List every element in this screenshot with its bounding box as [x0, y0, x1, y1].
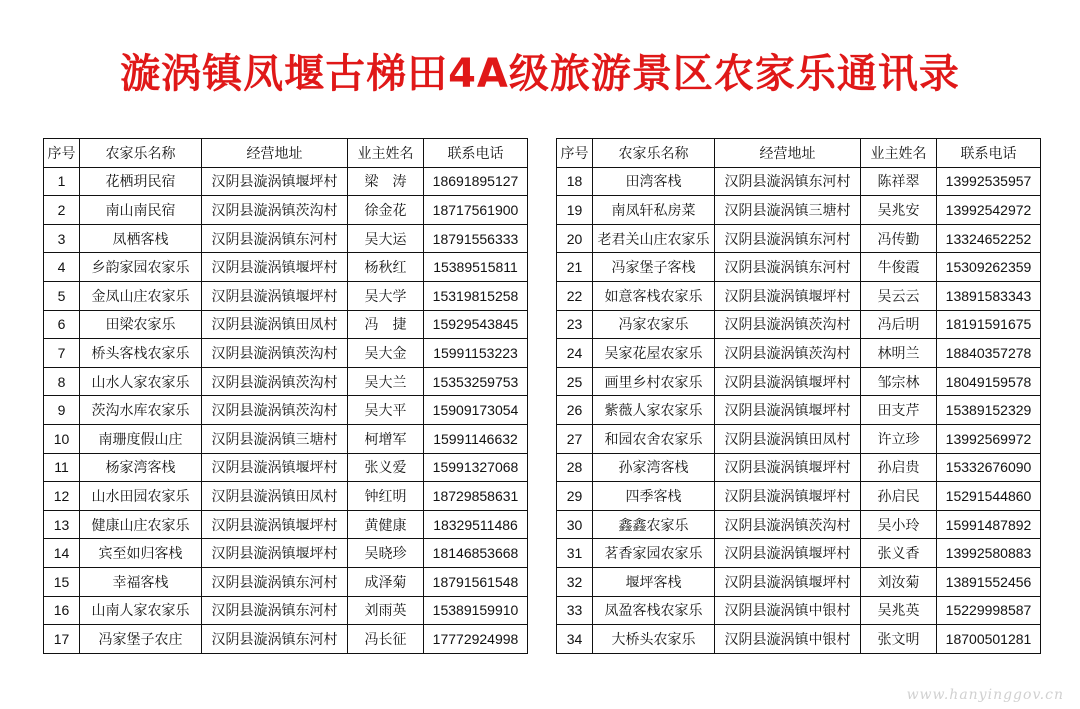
cell-address: 汉阴县漩涡镇堰坪村	[202, 539, 348, 568]
cell-no: 30	[557, 510, 593, 539]
col-header-address: 经营地址	[202, 139, 348, 168]
table-row	[557, 424, 1041, 453]
cell-owner: 陈祥翠	[861, 167, 937, 196]
cell-no: 28	[557, 453, 593, 482]
cell-owner: 梁 涛	[348, 167, 424, 196]
cell-owner: 钟红明	[348, 482, 424, 511]
cell-owner: 孙启民	[861, 482, 937, 511]
cell-address: 汉阴县漩涡镇茨沟村	[715, 510, 861, 539]
cell-owner: 杨秋红	[348, 253, 424, 282]
cell-address: 汉阴县漩涡镇东河村	[715, 253, 861, 282]
table-row	[44, 567, 528, 596]
cell-name: 南珊度假山庄	[80, 424, 202, 453]
table-row	[44, 196, 528, 225]
cell-address: 汉阴县漩涡镇茨沟村	[715, 339, 861, 368]
cell-name: 冯家农家乐	[593, 310, 715, 339]
cell-no: 22	[557, 281, 593, 310]
cell-no: 14	[44, 539, 80, 568]
cell-no: 23	[557, 310, 593, 339]
cell-name: 杨家湾客栈	[80, 453, 202, 482]
table-row	[44, 339, 528, 368]
cell-owner: 张文明	[861, 625, 937, 654]
table-row	[557, 596, 1041, 625]
cell-no: 7	[44, 339, 80, 368]
cell-name: 宾至如归客栈	[80, 539, 202, 568]
cell-owner: 吴大平	[348, 396, 424, 425]
cell-address: 汉阴县漩涡镇三塘村	[202, 424, 348, 453]
cell-no: 32	[557, 567, 593, 596]
cell-address: 汉阴县漩涡镇堰坪村	[202, 453, 348, 482]
cell-no: 1	[44, 167, 80, 196]
cell-address: 汉阴县漩涡镇田凤村	[202, 310, 348, 339]
cell-phone: 13992580883	[937, 539, 1041, 568]
cell-phone: 18691895127	[424, 167, 528, 196]
cell-name: 如意客栈农家乐	[593, 281, 715, 310]
cell-owner: 吴大学	[348, 281, 424, 310]
cell-no: 34	[557, 625, 593, 654]
table-row	[557, 196, 1041, 225]
table-row	[557, 453, 1041, 482]
cell-owner: 张义香	[861, 539, 937, 568]
table-row	[44, 281, 528, 310]
cell-name: 凤栖客栈	[80, 224, 202, 253]
cell-phone: 17772924998	[424, 625, 528, 654]
col-header-phone: 联系电话	[424, 139, 528, 168]
cell-no: 16	[44, 596, 80, 625]
table-row	[557, 310, 1041, 339]
table-row	[557, 224, 1041, 253]
cell-owner: 冯后明	[861, 310, 937, 339]
cell-name: 大桥头农家乐	[593, 625, 715, 654]
table-row	[44, 424, 528, 453]
cell-name: 田湾客栈	[593, 167, 715, 196]
directory-table-left	[43, 138, 528, 654]
cell-no: 31	[557, 539, 593, 568]
cell-name: 鑫鑫农家乐	[593, 510, 715, 539]
cell-no: 2	[44, 196, 80, 225]
cell-phone: 15909173054	[424, 396, 528, 425]
table-row	[557, 539, 1041, 568]
cell-address: 汉阴县漩涡镇中银村	[715, 625, 861, 654]
cell-name: 孙家湾客栈	[593, 453, 715, 482]
cell-phone: 18329511486	[424, 510, 528, 539]
table-row	[44, 539, 528, 568]
col-header-owner: 业主姓名	[861, 139, 937, 168]
cell-owner: 吴大金	[348, 339, 424, 368]
cell-no: 18	[557, 167, 593, 196]
cell-address: 汉阴县漩涡镇东河村	[715, 224, 861, 253]
cell-name: 山水田园农家乐	[80, 482, 202, 511]
table-body-left	[44, 167, 528, 653]
table-row	[557, 625, 1041, 654]
cell-phone: 18146853668	[424, 539, 528, 568]
table-row	[44, 625, 528, 654]
col-header-phone: 联系电话	[937, 139, 1041, 168]
cell-phone: 15991487892	[937, 510, 1041, 539]
cell-owner: 黄健康	[348, 510, 424, 539]
cell-phone: 15332676090	[937, 453, 1041, 482]
cell-phone: 15309262359	[937, 253, 1041, 282]
cell-owner: 柯增军	[348, 424, 424, 453]
cell-no: 15	[44, 567, 80, 596]
table-row	[557, 367, 1041, 396]
watermark: www.hanyinggov.cn	[906, 687, 1064, 703]
cell-phone: 15319815258	[424, 281, 528, 310]
cell-owner: 吴小玲	[861, 510, 937, 539]
cell-phone: 15991327068	[424, 453, 528, 482]
cell-owner: 吴大兰	[348, 367, 424, 396]
cell-phone: 18191591675	[937, 310, 1041, 339]
cell-no: 13	[44, 510, 80, 539]
cell-address: 汉阴县漩涡镇茨沟村	[202, 367, 348, 396]
col-header-name: 农家乐名称	[80, 139, 202, 168]
cell-address: 汉阴县漩涡镇东河村	[202, 625, 348, 654]
cell-address: 汉阴县漩涡镇堰坪村	[202, 253, 348, 282]
cell-no: 26	[557, 396, 593, 425]
cell-no: 10	[44, 424, 80, 453]
cell-name: 老君关山庄农家乐	[593, 224, 715, 253]
cell-phone: 13891583343	[937, 281, 1041, 310]
col-header-no: 序号	[557, 139, 593, 168]
table-row	[44, 310, 528, 339]
cell-address: 汉阴县漩涡镇堰坪村	[202, 167, 348, 196]
cell-name: 金凤山庄农家乐	[80, 281, 202, 310]
table-row	[557, 281, 1041, 310]
cell-address: 汉阴县漩涡镇东河村	[715, 167, 861, 196]
cell-owner: 冯长征	[348, 625, 424, 654]
cell-name: 桥头客栈农家乐	[80, 339, 202, 368]
cell-address: 汉阴县漩涡镇茨沟村	[202, 396, 348, 425]
cell-phone: 15991153223	[424, 339, 528, 368]
cell-owner: 刘雨英	[348, 596, 424, 625]
cell-address: 汉阴县漩涡镇田凤村	[715, 424, 861, 453]
col-header-owner: 业主姓名	[348, 139, 424, 168]
cell-name: 画里乡村农家乐	[593, 367, 715, 396]
table-row	[557, 482, 1041, 511]
cell-no: 27	[557, 424, 593, 453]
cell-phone: 13992542972	[937, 196, 1041, 225]
cell-owner: 张义爱	[348, 453, 424, 482]
cell-owner: 成泽菊	[348, 567, 424, 596]
table-row	[557, 567, 1041, 596]
cell-phone: 18791561548	[424, 567, 528, 596]
table-row	[44, 396, 528, 425]
cell-owner: 林明兰	[861, 339, 937, 368]
cell-phone: 13891552456	[937, 567, 1041, 596]
cell-no: 8	[44, 367, 80, 396]
cell-phone: 15229998587	[937, 596, 1041, 625]
cell-phone: 13992569972	[937, 424, 1041, 453]
cell-address: 汉阴县漩涡镇堰坪村	[715, 453, 861, 482]
cell-phone: 15929543845	[424, 310, 528, 339]
cell-phone: 13992535957	[937, 167, 1041, 196]
cell-owner: 吴兆英	[861, 596, 937, 625]
cell-phone: 13324652252	[937, 224, 1041, 253]
cell-no: 17	[44, 625, 80, 654]
cell-no: 11	[44, 453, 80, 482]
table-row	[557, 253, 1041, 282]
cell-address: 汉阴县漩涡镇茨沟村	[202, 196, 348, 225]
cell-phone: 15291544860	[937, 482, 1041, 511]
table-row	[557, 396, 1041, 425]
cell-phone: 18791556333	[424, 224, 528, 253]
cell-owner: 牛俊霞	[861, 253, 937, 282]
cell-address: 汉阴县漩涡镇堰坪村	[202, 510, 348, 539]
cell-name: 田梁农家乐	[80, 310, 202, 339]
cell-phone: 15389159910	[424, 596, 528, 625]
cell-name: 冯家堡子客栈	[593, 253, 715, 282]
cell-name: 花栖玥民宿	[80, 167, 202, 196]
table-body-right	[557, 167, 1041, 653]
cell-phone: 15991146632	[424, 424, 528, 453]
cell-address: 汉阴县漩涡镇中银村	[715, 596, 861, 625]
cell-owner: 孙启贵	[861, 453, 937, 482]
cell-phone: 18840357278	[937, 339, 1041, 368]
cell-no: 29	[557, 482, 593, 511]
cell-no: 25	[557, 367, 593, 396]
table-row	[44, 596, 528, 625]
cell-phone: 18729858631	[424, 482, 528, 511]
table-row	[44, 167, 528, 196]
cell-no: 24	[557, 339, 593, 368]
cell-owner: 徐金花	[348, 196, 424, 225]
table-row	[557, 339, 1041, 368]
cell-name: 紫薇人家农家乐	[593, 396, 715, 425]
cell-phone: 18700501281	[937, 625, 1041, 654]
cell-address: 汉阴县漩涡镇茨沟村	[715, 310, 861, 339]
cell-no: 6	[44, 310, 80, 339]
cell-owner: 冯 捷	[348, 310, 424, 339]
cell-name: 冯家堡子农庄	[80, 625, 202, 654]
cell-no: 20	[557, 224, 593, 253]
table-row	[44, 482, 528, 511]
cell-phone: 15353259753	[424, 367, 528, 396]
cell-address: 汉阴县漩涡镇东河村	[202, 224, 348, 253]
cell-phone: 15389152329	[937, 396, 1041, 425]
cell-address: 汉阴县漩涡镇堰坪村	[715, 281, 861, 310]
cell-phone: 18049159578	[937, 367, 1041, 396]
cell-owner: 许立珍	[861, 424, 937, 453]
cell-owner: 吴兆安	[861, 196, 937, 225]
cell-address: 汉阴县漩涡镇堰坪村	[715, 567, 861, 596]
cell-no: 4	[44, 253, 80, 282]
cell-no: 33	[557, 596, 593, 625]
col-header-address: 经营地址	[715, 139, 861, 168]
cell-address: 汉阴县漩涡镇茨沟村	[202, 339, 348, 368]
table-row	[44, 224, 528, 253]
cell-address: 汉阴县漩涡镇三塘村	[715, 196, 861, 225]
cell-address: 汉阴县漩涡镇堰坪村	[715, 396, 861, 425]
cell-name: 山南人家农家乐	[80, 596, 202, 625]
cell-name: 吴家花屋农家乐	[593, 339, 715, 368]
cell-address: 汉阴县漩涡镇田凤村	[202, 482, 348, 511]
col-header-no: 序号	[44, 139, 80, 168]
cell-address: 汉阴县漩涡镇堰坪村	[715, 539, 861, 568]
cell-phone: 18717561900	[424, 196, 528, 225]
cell-name: 堰坪客栈	[593, 567, 715, 596]
cell-owner: 冯传勤	[861, 224, 937, 253]
cell-address: 汉阴县漩涡镇堰坪村	[715, 367, 861, 396]
col-header-name: 农家乐名称	[593, 139, 715, 168]
cell-no: 3	[44, 224, 80, 253]
cell-owner: 邹宗林	[861, 367, 937, 396]
cell-name: 幸福客栈	[80, 567, 202, 596]
cell-name: 南山南民宿	[80, 196, 202, 225]
cell-address: 汉阴县漩涡镇东河村	[202, 567, 348, 596]
cell-owner: 刘汝菊	[861, 567, 937, 596]
cell-name: 乡韵家园农家乐	[80, 253, 202, 282]
table-row	[44, 367, 528, 396]
cell-address: 汉阴县漩涡镇堰坪村	[202, 281, 348, 310]
table-row	[557, 167, 1041, 196]
table-header-row	[557, 139, 1041, 168]
cell-owner: 吴大运	[348, 224, 424, 253]
cell-name: 健康山庄农家乐	[80, 510, 202, 539]
cell-no: 5	[44, 281, 80, 310]
cell-owner: 吴云云	[861, 281, 937, 310]
cell-address: 汉阴县漩涡镇堰坪村	[715, 482, 861, 511]
table-row	[557, 510, 1041, 539]
cell-no: 19	[557, 196, 593, 225]
cell-name: 茨沟水库农家乐	[80, 396, 202, 425]
cell-no: 12	[44, 482, 80, 511]
cell-no: 9	[44, 396, 80, 425]
cell-name: 南凤轩私房菜	[593, 196, 715, 225]
page-title: 漩涡镇凤堰古梯田4A级旅游景区农家乐通讯录	[120, 51, 960, 97]
table-row	[44, 510, 528, 539]
cell-phone: 15389515811	[424, 253, 528, 282]
cell-address: 汉阴县漩涡镇东河村	[202, 596, 348, 625]
table-header-row	[44, 139, 528, 168]
cell-name: 凤盈客栈农家乐	[593, 596, 715, 625]
cell-no: 21	[557, 253, 593, 282]
directory-table-right	[556, 138, 1041, 654]
cell-owner: 田支芹	[861, 396, 937, 425]
cell-name: 山水人家农家乐	[80, 367, 202, 396]
cell-name: 茗香家园农家乐	[593, 539, 715, 568]
cell-name: 四季客栈	[593, 482, 715, 511]
cell-owner: 吴晓珍	[348, 539, 424, 568]
table-row	[44, 253, 528, 282]
cell-name: 和园农舍农家乐	[593, 424, 715, 453]
table-row	[44, 453, 528, 482]
